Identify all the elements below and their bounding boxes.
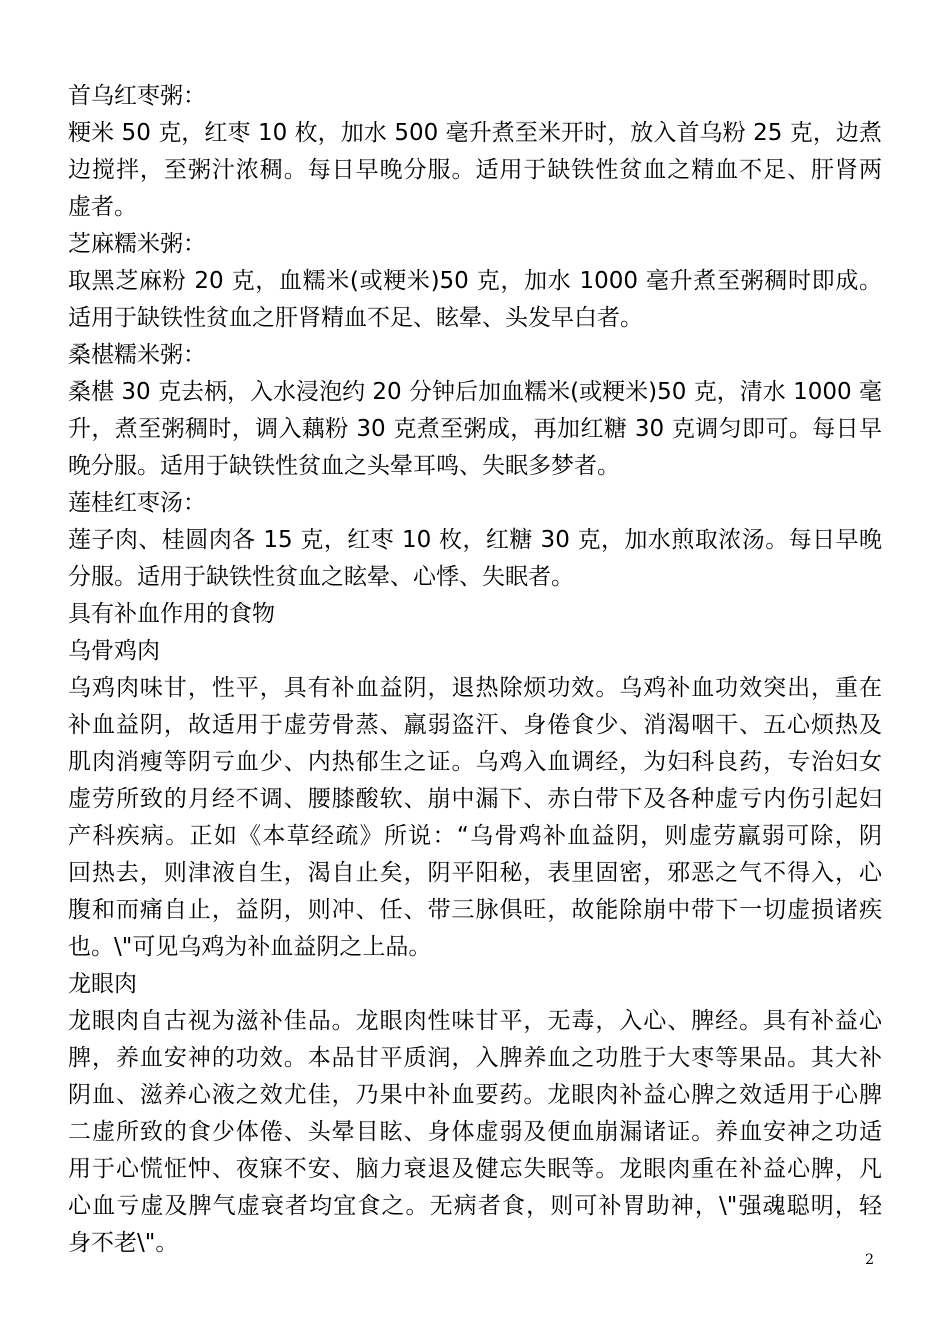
text-line: 粳米 50 克，红枣 10 枚，加水 500 毫升煮至米开时，放入首乌粉 25 克，边煮	[68, 120, 882, 146]
text-line: 莲子肉、桂圆肉各 15 克，红枣 10 枚，红糖 30 克，加水煎取浓汤。每日早晚	[68, 527, 882, 553]
text-line: 补血益阴，故适用于虚劳骨蒸、羸弱盗汗、身倦食少、消渴咽干、五心烦热及	[68, 712, 882, 738]
text-line: 桑椹糯米粥：	[68, 342, 206, 368]
text-line: 晚分服。适用于缺铁性贫血之头晕耳鸣、失眠多梦者。	[68, 453, 620, 479]
page-number: 2	[865, 1252, 874, 1268]
text-line: 乌骨鸡肉	[68, 638, 160, 664]
text-line: 腹和而痛自止，益阴，则冲、任、带三脉俱旺，故能除崩中带下一切虚损诸疾	[68, 897, 882, 923]
text-line: 升，煮至粥稠时，调入藕粉 30 克煮至粥成，再加红糖 30 克调匀即可。每日早	[68, 416, 882, 442]
text-line: 产科疾病。正如《本草经疏》所说：“乌骨鸡补血益阴，则虚劳羸弱可除，阴	[68, 823, 882, 849]
text-line: 心血亏虚及脾气虚衰者均宜食之。无病者食，则可补胃助神，\"强魂聪明，轻	[68, 1193, 882, 1219]
text-line: 也。\"可见乌鸡为补血益阴之上品。	[68, 934, 432, 960]
text-line: 二虚所致的食少体倦、头晕目眩、身体虚弱及便血崩漏诸证。养血安神之功适	[68, 1119, 882, 1145]
text-line: 适用于缺铁性贫血之肝肾精血不足、眩晕、头发早白者。	[68, 305, 643, 331]
text-line: 龙眼肉	[68, 971, 137, 997]
text-line: 乌鸡肉味甘，性平，具有补血益阴，退热除烦功效。乌鸡补血功效突出，重在	[68, 675, 882, 701]
text-line: 阴血、滋养心液之效尤佳，乃果中补血要药。龙眼肉补益心脾之效适用于心脾	[68, 1082, 882, 1108]
text-line: 身不老\"。	[68, 1230, 179, 1256]
text-line: 首乌红枣粥：	[68, 83, 206, 109]
text-line: 芝麻糯米粥：	[68, 231, 206, 257]
text-line: 边搅拌，至粥汁浓稠。每日早晚分服。适用于缺铁性贫血之精血不足、肝肾两	[68, 157, 882, 183]
text-line: 龙眼肉自古视为滋补佳品。龙眼肉性味甘平，无毒，入心、脾经。具有补益心	[68, 1008, 882, 1034]
text-line: 莲桂红枣汤：	[68, 490, 206, 516]
text-line: 具有补血作用的食物	[68, 601, 275, 627]
document-body	[68, 78, 882, 1262]
text-line: 虚劳所致的月经不调、腰膝酸软、崩中漏下、赤白带下及各种虚亏内伤引起妇	[68, 786, 882, 812]
text-line: 虚者。	[68, 194, 137, 220]
text-line: 肌肉消瘦等阴亏血少、内热郁生之证。乌鸡入血调经，为妇科良药，专治妇女	[68, 749, 882, 775]
text-line: 用于心慌怔忡、夜寐不安、脑力衰退及健忘失眠等。龙眼肉重在补益心脾，凡	[68, 1156, 882, 1182]
text-line: 回热去，则津液自生，渴自止矣，阴平阳秘，表里固密，邪恶之气不得入，心	[68, 860, 882, 886]
text-line: 脾，养血安神的功效。本品甘平质润，入脾养血之功胜于大枣等果品。其大补	[68, 1045, 882, 1071]
text-line: 桑椹 30 克去柄，入水浸泡约 20 分钟后加血糯米(或粳米)50 克，清水 1000 毫	[68, 379, 882, 405]
text-line: 取黑芝麻粉 20 克，血糯米(或粳米)50 克，加水 1000 毫升煮至粥稠时即成。	[68, 268, 882, 294]
text-line: 分服。适用于缺铁性贫血之眩晕、心悸、失眠者。	[68, 564, 574, 590]
